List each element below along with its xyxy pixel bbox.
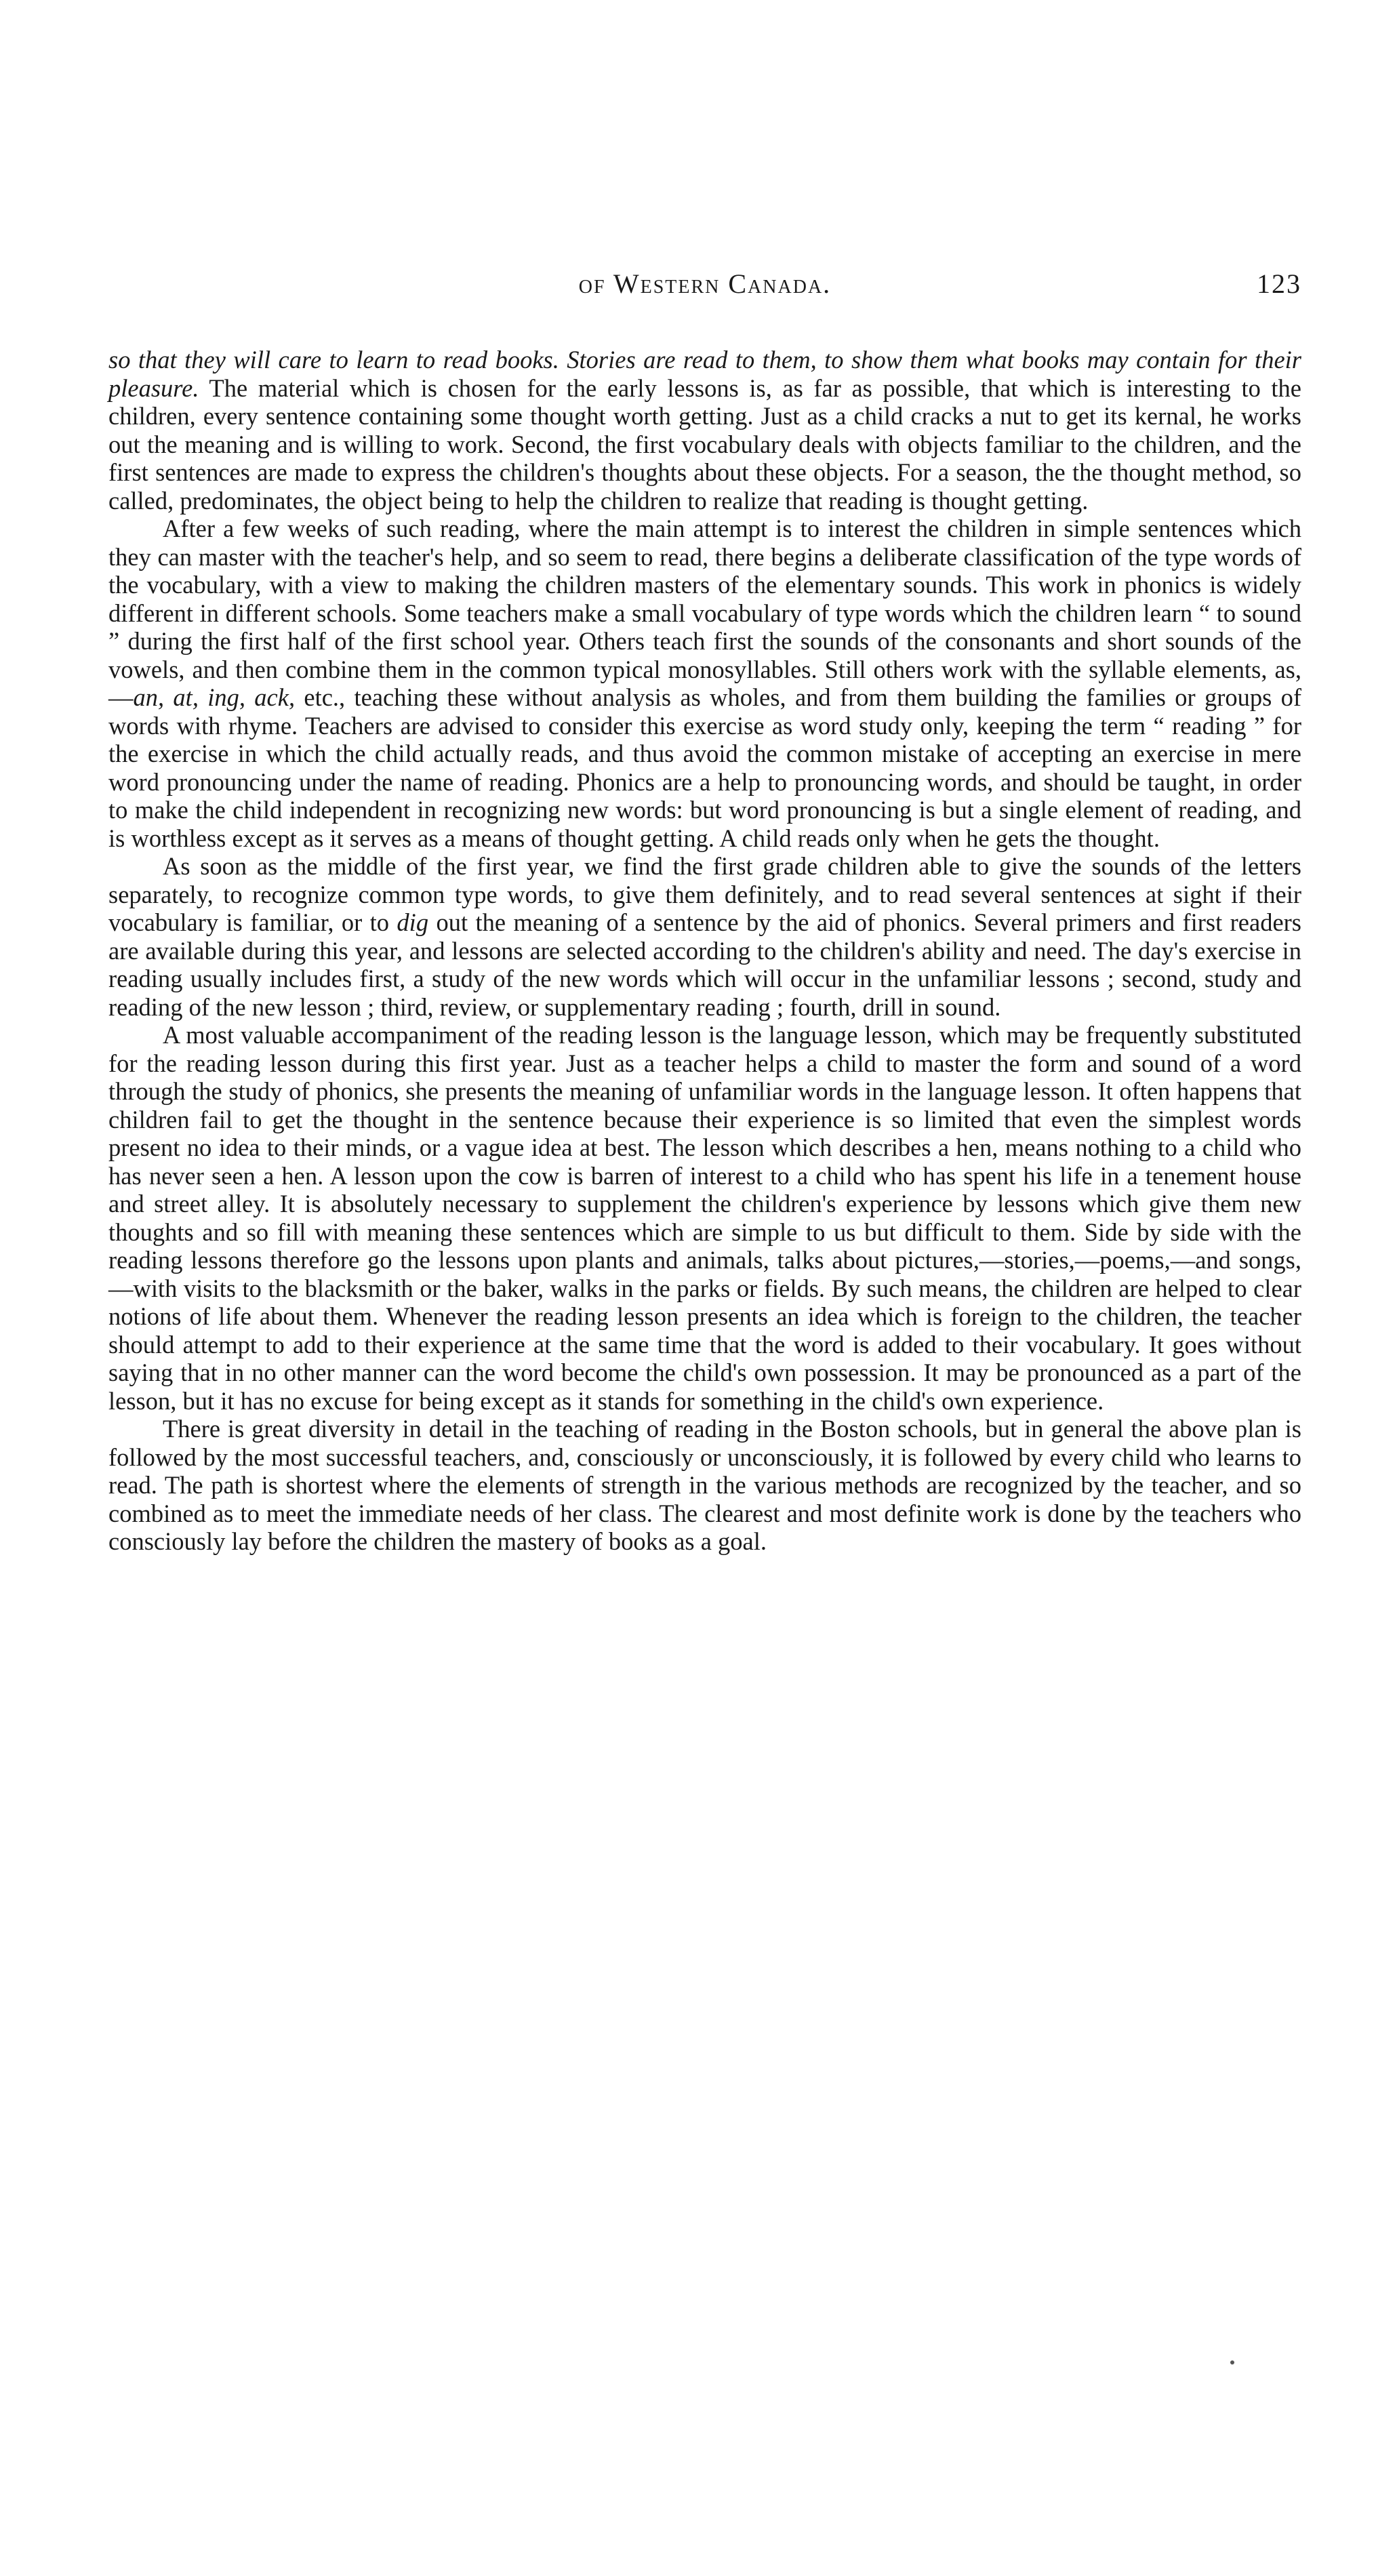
book-page [108,268,1301,1556]
paragraph-5 [108,1415,1301,1556]
paragraph-text: After a few weeks of such reading, where the main attempt is to interest the children in simple sentences which they can master with the teacher's help, and so seem to read, there begins a deliberate classification of the type words of the vocabulary, with a view to making the children masters of the elementary sounds. This work in phonics is widely different in different schools. Some teachers make a small vocabulary of type words which the children learn “ to sound ” during the first half of the first school year. Others teach first the sounds of the consonants and short sounds of the vowels, and then combine them in the common typical monosyllables. Still others work with the syllable elements, as,— [108,515,1301,711]
running-title: of Western Canada. [578,268,832,299]
paragraph-text: A most valuable accompaniment of the reading lesson is the language lesson, which may be frequently substituted for the reading lesson during this first year. Just as a teacher helps a child to master the form and sound of a word through the study of phonics, she presents the meaning of unfamiliar words in the language lesson. It often happens that children fail to get the thought in the sentence because their experience is so limited that even the simplest words present no idea to their minds, or a vague idea at best. The lesson which describes a hen, means nothing to a child who has never seen a hen. A lesson upon the cow is barren of interest to a child who has spent his life in a tenement house and street alley. It is absolutely necessary to supplement the children's experience by lessons which give them new thoughts and so fill with meaning these sentences which are simple to us but difficult to them. Side by side with the reading lessons therefore go the lessons upon plants and animals, talks about pictures,—stories,—poems,—and songs,—with visits to the blacksmith or the baker, walks in the parks or fields. By such means, the children are helped to clear notions of life about them. Whenever the reading lesson presents an idea which is foreign to the children, the teacher should attempt to add to their experience at the same time that the word is added to their vocabulary. It goes without saying that in no other manner can the word become the child's own possession. It may be pronounced as a part of the lesson, but it has no excuse for being except as it stands for something in the child's own experience. [108,1021,1301,1415]
paragraph-3 [108,852,1301,1021]
paragraph-text: etc., teaching these without analysis as wholes, and from them building the families or groups of words with rhyme. Teachers are advised to consider this exercise as word study only, keeping the term “ reading ” for the exercise in which the child actually reads, and thus avoid the common mistake of accepting an exercise in mere word pronouncing under the name of reading. Phonics are a help to pronouncing words, and should be taught, in order to make the child independent in recognizing new words: but word pronouncing is but a single element of reading, and is worthless except as it serves as a means of thought getting. A child reads only when he gets the thought. [108,683,1302,852]
paragraph-4 [108,1021,1301,1415]
page-number: 123 [1257,268,1301,299]
stray-ink-mark [1230,2360,1234,2364]
italic-syllables: an, at, ing, ack, [133,683,296,711]
running-head [108,268,1301,308]
paragraph-text: The material which is chosen for the early lessons is, as far as possible, that which is interesting to the children, every sentence containing some thought worth getting. Just as a child cracks a nut to get its kernal, he works out the meaning and is willing to work. Second, the first vocabulary deals with objects familiar to the children, and the first sentences are made to express the children's thoughts about these objects. For a season, the the thought method, so called, predominates, the object being to help the children to realize that reading is thought getting. [108,374,1301,515]
paragraph-text: out the meaning of a sentence by the aid of phonics. Several primers and first readers are available during this year, and lessons are selected according to the children's ability and need. The day's exercise in reading usually includes first, a study of the new words which will occur in the unfamiliar lessons ; second, study and reading of the new lesson ; third, review, or supplementary reading ; fourth, drill in sound. [108,908,1301,1021]
italic-word: dig [397,908,429,936]
italic-lead: so that they will care to learn to read books. Stories are read to them, to show them what books may contain for their pleasure. [108,346,1301,402]
body-text [108,346,1301,1556]
paragraph-text: There is great diversity in detail in the teaching of reading in the Boston schools, but in general the above plan is followed by the most successful teachers, and, consciously or unconsciously, it is followed by every child who learns to read. The path is shortest where the elements of strength in the various methods are recognized by the teacher, and so combined as to meet the immediate needs of her class. The clearest and most definite work is done by the teachers who consciously lay before the children the mastery of books as a goal. [108,1415,1301,1555]
paragraph-2 [108,515,1301,852]
paragraph-text: As soon as the middle of the first year, we find the first grade children able to give the sounds of the letters separately, to recognize common type words, to give them definitely, and to read several sentences at sight if their vocabulary is familiar, or to [108,852,1301,936]
paragraph-1 [108,346,1301,515]
